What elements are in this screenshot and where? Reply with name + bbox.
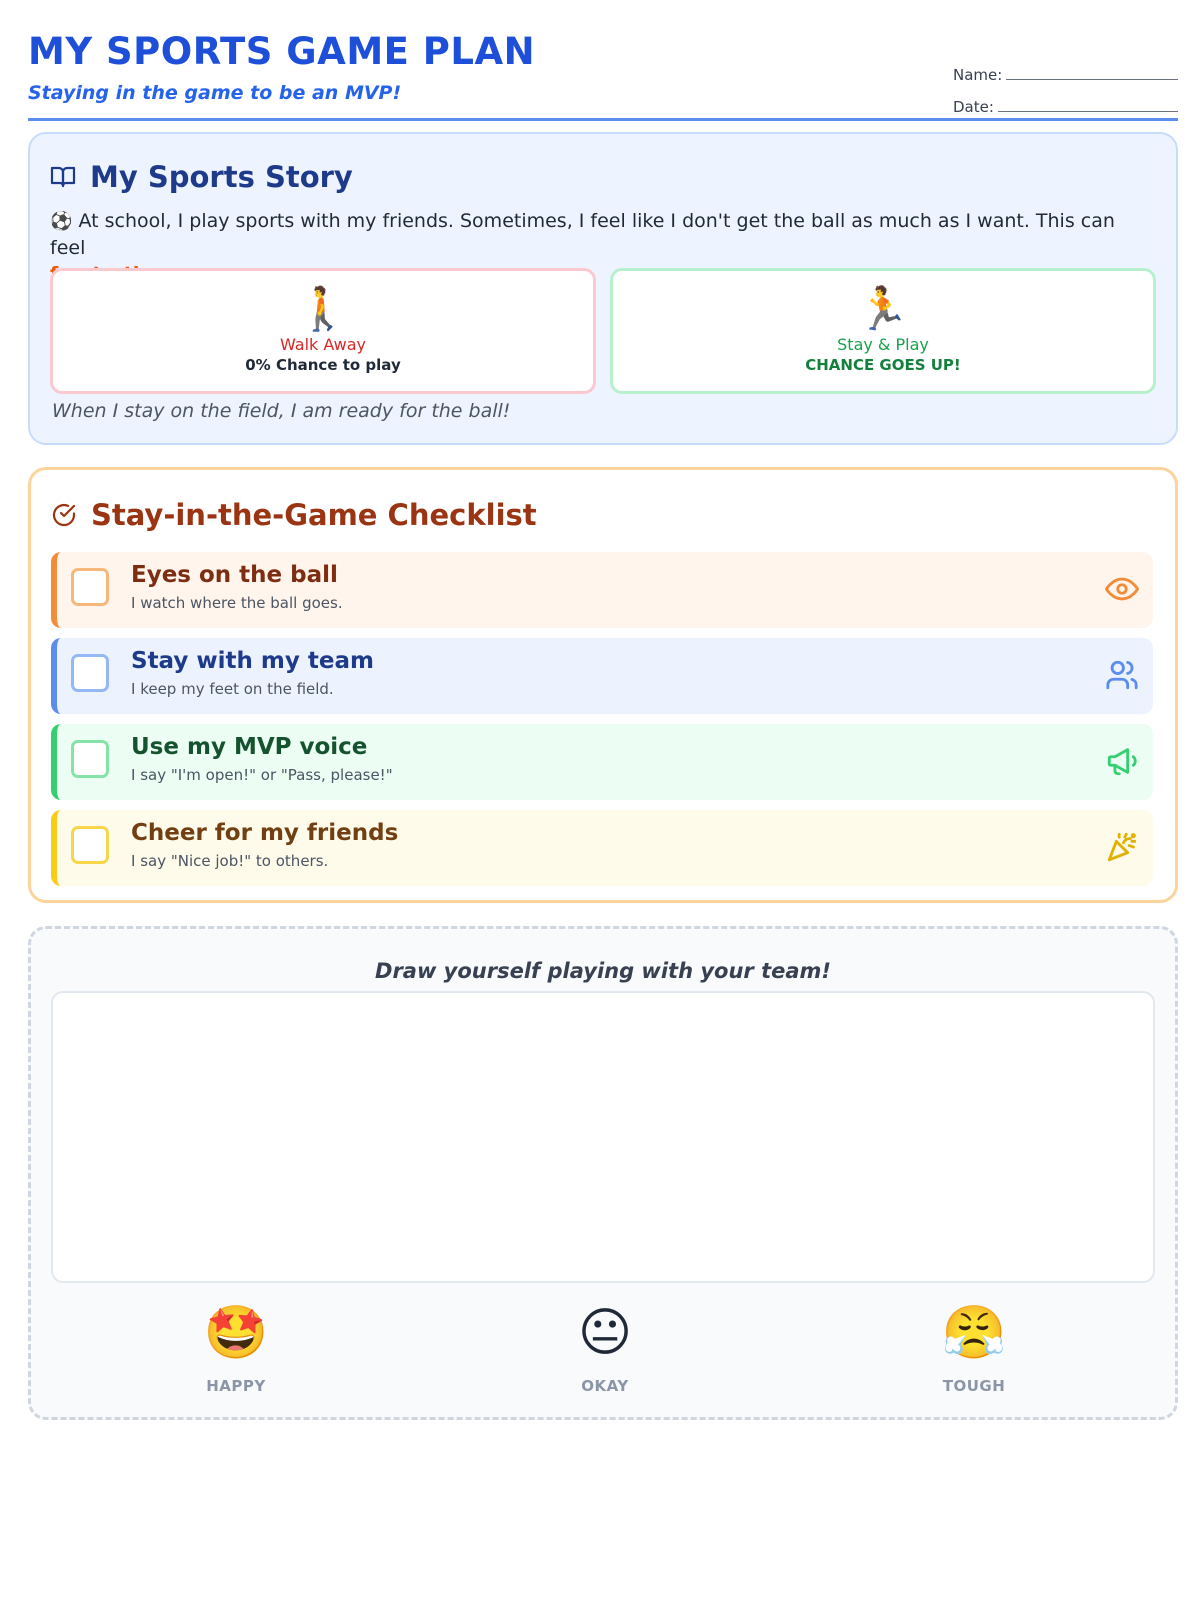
walk-away-label: Walk Away [279, 335, 367, 354]
mood-tough[interactable] [894, 1303, 1054, 1395]
name-date-block [953, 52, 1178, 116]
name-row [953, 52, 1178, 84]
checkbox[interactable] [71, 826, 109, 864]
star-struck-face-icon: 🤩 [203, 1303, 269, 1363]
checkbox[interactable] [71, 654, 109, 692]
item-description: I keep my feet on the field. [131, 680, 334, 698]
name-field[interactable] [1006, 65, 1178, 80]
item-title: Cheer for my friends [131, 820, 399, 846]
walk-away-chance: 0% Chance to play [245, 356, 401, 374]
date-row [953, 84, 1178, 116]
mood-okay[interactable] [525, 1303, 685, 1395]
stay-play-option [610, 268, 1156, 394]
header [28, 0, 1178, 121]
page-subtitle: Staying in the game to be an MVP! [28, 82, 402, 104]
mood-label: HAPPY [206, 1377, 266, 1395]
item-description: I say "I'm open!" or "Pass, please!" [131, 766, 393, 784]
checklist-item-voice [51, 724, 1153, 800]
checklist-title: Stay-in-the-Game Checklist [91, 498, 537, 532]
running-person-icon: 🏃 [856, 284, 910, 333]
checklist-item-eyes [51, 552, 1153, 628]
book-open-icon [50, 165, 76, 189]
story-title: My Sports Story [90, 160, 353, 194]
mood-happy[interactable] [156, 1303, 316, 1395]
check-circle-icon [51, 502, 77, 528]
neutral-face-icon: 😐 [577, 1303, 633, 1363]
mood-label: TOUGH [942, 1377, 1006, 1395]
story-body: At school, I play sports with my friends. Sometimes, I feel like I don't get the ball as much as I want. This can feel [50, 210, 1115, 259]
stay-play-label: Stay & Play [837, 335, 929, 354]
soccer-ball-icon: ⚽ [50, 211, 73, 232]
mood-label: OKAY [581, 1377, 629, 1395]
drawing-card [28, 926, 1178, 1420]
checklist-item-team [51, 638, 1153, 714]
story-heading [50, 160, 353, 194]
item-description: I say "Nice job!" to others. [131, 852, 329, 870]
drawing-area[interactable] [51, 991, 1155, 1283]
item-title: Stay with my team [131, 648, 374, 674]
party-popper-icon [1105, 830, 1139, 864]
name-label: Name: [953, 66, 1003, 84]
item-title: Eyes on the ball [131, 562, 338, 588]
walking-person-icon: 🚶 [296, 284, 350, 333]
page-title: MY SPORTS GAME PLAN [28, 30, 536, 73]
eye-icon [1105, 572, 1139, 606]
date-field[interactable] [998, 97, 1178, 112]
stay-play-chance: CHANCE GOES UP! [805, 356, 961, 374]
checklist-card [28, 467, 1178, 903]
checkbox[interactable] [71, 740, 109, 778]
worksheet-page [28, 0, 1178, 1395]
story-note: When I stay on the field, I am ready for the ball! [52, 400, 511, 422]
walk-away-option [50, 268, 596, 394]
users-icon [1105, 658, 1139, 692]
date-label: Date: [953, 98, 994, 116]
checkbox[interactable] [71, 568, 109, 606]
megaphone-icon [1105, 744, 1139, 778]
item-title: Use my MVP voice [131, 734, 368, 760]
drawing-prompt: Draw yourself playing with your team! [375, 959, 831, 983]
item-description: I watch where the ball goes. [131, 594, 343, 612]
checklist-heading [51, 498, 537, 532]
checklist-item-cheer [51, 810, 1153, 886]
steaming-face-icon: 😤 [941, 1303, 1007, 1363]
sports-story-card [28, 132, 1178, 445]
